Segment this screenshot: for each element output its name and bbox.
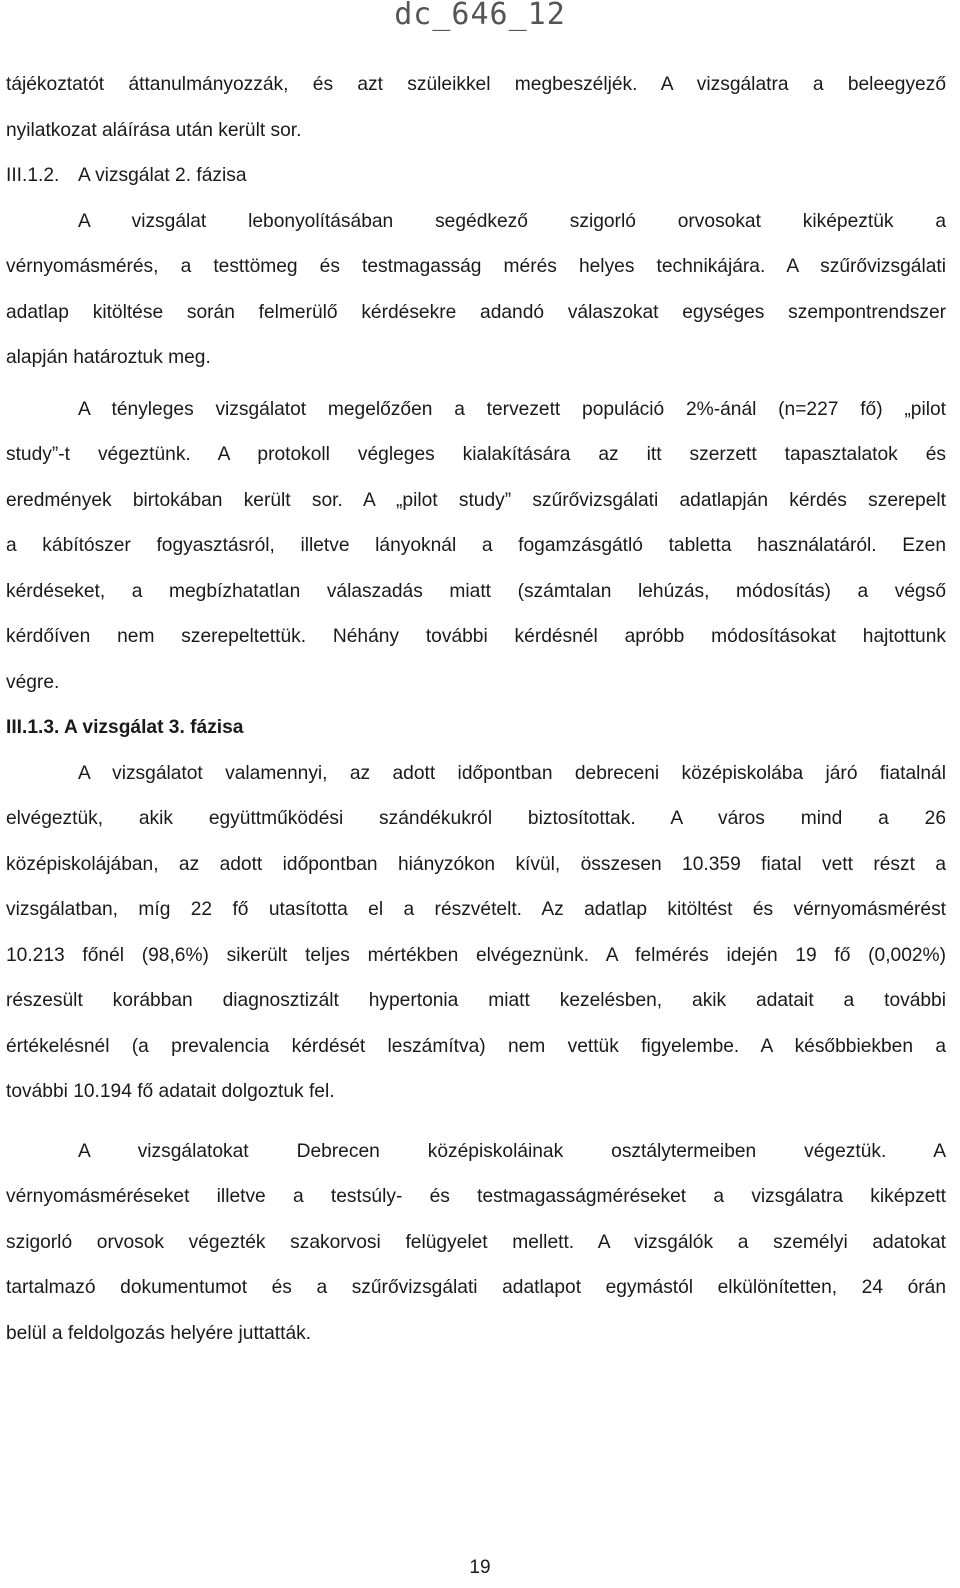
text-line: 10.213 főnél (98,6%) sikerült teljes mértékben elvégeznünk. A felmérés idején 19 fő (0,002%) [6,944,946,966]
paragraph-phase2-pilot [6,387,946,706]
text-line: középiskolájában, az adott időpontban hiányzókon kívül, összesen 10.359 fiatal vett részt a [6,853,946,875]
section-number: III.1.2. [6,165,60,186]
text-line: értékelésnél (a prevalencia kérdését leszámítva) nem vettük figyelembe. A későbbiekben a [6,1035,946,1057]
paragraph-phase2-training [6,199,946,381]
document-body [6,62,946,1356]
text-line: végre. [6,671,60,693]
section-number: III.1.3. [6,717,60,738]
text-line: tájékoztatót áttanulmányozzák, és azt szüleikkel megbeszéljék. A vizsgálatra a beleegyező [6,74,946,95]
text-line: study”-t végeztünk. A protokoll végleges kialakítására az itt szerzett tapasztalatok és [6,444,946,465]
text-line: eredmények birtokában került sor. A „pilot study” szűrővizsgálati adatlapján kérdés szerepelt [6,489,946,511]
text-line: A vizsgálat lebonyolításában segédkező szigorló orvosokat kiképeztük a [78,210,946,232]
paragraph-phase3-location [6,1129,946,1357]
paragraph-phase3-results [6,751,946,1115]
text-line: nyilatkozat aláírása után került sor. [6,119,302,141]
text-line: belül a feldolgozás helyére juttatták. [6,1322,312,1344]
text-line: A vizsgálatokat Debrecen középiskoláinak osztálytermeiben végeztük. A [78,1140,946,1162]
text-line: tartalmazó dokumentumot és a szűrővizsgálati adatlapot egymástól elkülönítetten, 24 órán [6,1277,946,1298]
paragraph-consent [6,62,946,153]
text-line: vizsgálatban, míg 22 fő utasította el a részvételt. Az adatlap kitöltést és vérnyomásmérést [6,899,946,920]
text-line: részesült korábban diagnosztizált hypertonia miatt kezelésben, akik adatait a további [6,990,946,1011]
section-heading-phase3 [6,705,946,751]
text-line: szigorló orvosok végezték szakorvosi felügyelet mellett. A vizsgálók a személyi adatokat [6,1231,946,1253]
text-line: további 10.194 fő adatait dolgoztuk fel. [6,1081,335,1102]
text-line: vérnyomásmérés, a testtömeg és testmagasság mérés helyes technikájára. A szűrővizsgálati [6,256,946,277]
text-line: elvégeztük, akik együttműködési szándékukról biztosítottak. A város mind a 26 [6,808,946,829]
text-line: adatlap kitöltése során felmerülő kérdésekre adandó válaszokat egységes szempontrendszer [6,301,946,323]
text-line: A tényleges vizsgálatot megelőzően a tervezett populáció 2%-ánál (n=227 fő) „pilot [78,398,946,420]
text-line: a kábítószer fogyasztásról, illetve lányoknál a fogamzásgátló tabletta használatáról. Ezen [6,535,946,556]
text-line: kérdőíven nem szerepeltettük. Néhány további kérdésnél apróbb módosításokat hajtottunk [6,626,946,647]
section-heading-phase2 [6,153,946,199]
text-line: alapján határoztuk meg. [6,347,211,368]
section-title: A vizsgálat 2. fázisa [78,165,247,186]
text-line: A vizsgálatot valamennyi, az adott időpontban debreceni középiskolába járó fiatalnál [78,762,946,784]
section-title: A vizsgálat 3. fázisa [63,717,244,738]
text-line: kérdéseket, a megbízhatatlan válaszadás miatt (számtalan lehúzás, módosítás) a végső [6,580,946,602]
page-number: 19 [469,1557,491,1578]
document-id-header: dc_646_12 [394,0,566,32]
text-line: vérnyomásméréseket illetve a testsúly- és testmagasságméréseket a vizsgálatra kiképzett [6,1186,946,1207]
